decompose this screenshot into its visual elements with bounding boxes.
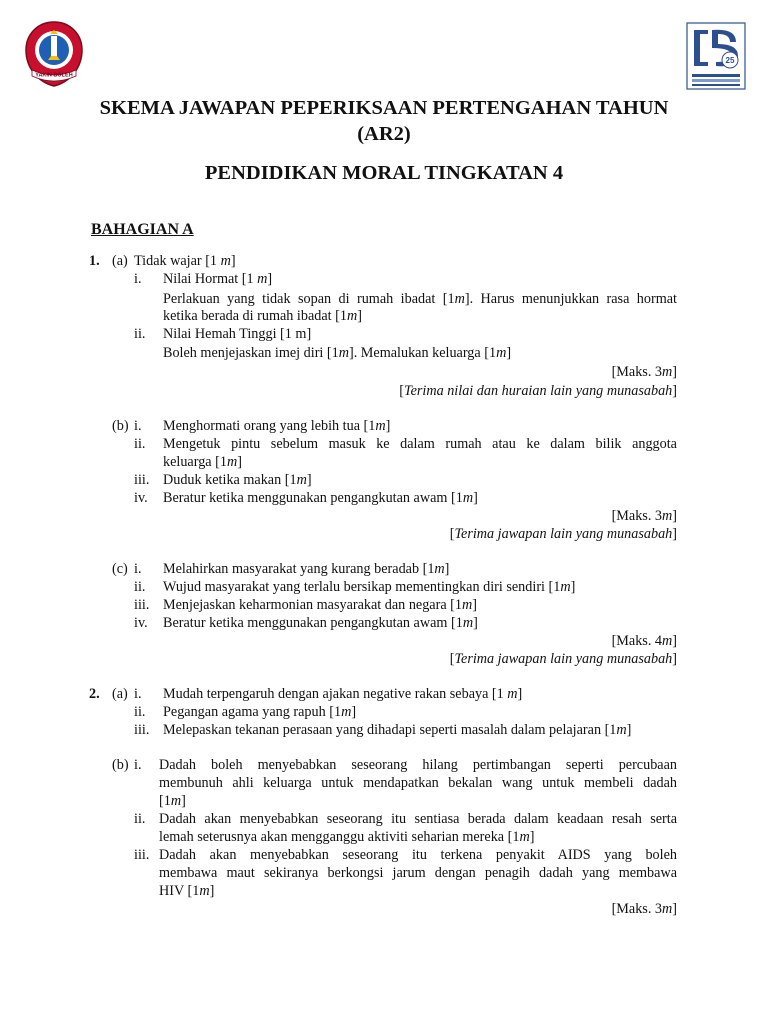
- title-line-2: (AR2): [357, 123, 411, 145]
- item-label: ii.: [134, 436, 146, 452]
- section-heading: BAHAGIAN A: [91, 221, 194, 238]
- answer-line: keluarga [1m]: [163, 454, 242, 470]
- accept-note: [Terima nilai dan huraian lain yang munasabah]: [399, 383, 677, 399]
- part-label: (b): [112, 757, 129, 773]
- answer-line: Melahirkan masyarakat yang kurang beradab [1m]: [163, 561, 450, 577]
- answer-line: Dadah boleh menyebabkan seseorang hilang pertimbangan seperti percubaan: [159, 757, 677, 773]
- answer-line: Nilai Hemah Tinggi [1 m]: [163, 326, 312, 342]
- answer-line: [1m]: [159, 793, 186, 809]
- item-label: iii.: [134, 597, 150, 613]
- accept-note: [Terima jawapan lain yang munasabah]: [449, 526, 677, 542]
- question-number: 1.: [89, 253, 100, 269]
- item-label: iii.: [134, 847, 150, 863]
- question-number: 2.: [89, 686, 100, 702]
- part-label: (a): [112, 253, 128, 269]
- item-label: i.: [134, 418, 142, 434]
- crest-motto: YAKIN BOLEH: [35, 72, 73, 79]
- answer-line: Melepaskan tekanan perasaan yang dihadapi seperti masalah dalam pelajaran [1m]: [163, 722, 632, 738]
- accept-note: [Terima jawapan lain yang munasabah]: [449, 651, 677, 667]
- part-label: (a): [112, 686, 128, 702]
- max-marks: [Maks. 3m]: [611, 508, 677, 524]
- item-label: ii.: [134, 326, 146, 342]
- item-label: ii.: [134, 811, 146, 827]
- answer-line: HIV [1m]: [159, 883, 215, 899]
- answer-line: ketika berada di rumah ibadat [1m]: [163, 308, 362, 324]
- max-marks: [Maks. 3m]: [611, 901, 677, 917]
- item-label: ii.: [134, 579, 146, 595]
- answer-line: Beratur ketika menggunakan pengangkutan awam [1m]: [163, 490, 478, 506]
- anniversary-number: 25: [725, 56, 735, 65]
- max-marks: [Maks. 3m]: [611, 364, 677, 380]
- part-label: (c): [112, 561, 128, 577]
- answer-line: Duduk ketika makan [1m]: [163, 472, 312, 488]
- answer-line: Dadah akan menyebabkan seseorang itu terkena penyakit AIDS yang boleh: [159, 847, 677, 863]
- item-label: i.: [134, 686, 142, 702]
- item-label: iii.: [134, 722, 150, 738]
- item-label: i.: [134, 757, 142, 773]
- title-line-1: SKEMA JAWAPAN PEPERIKSAAN PERTENGAHAN TAHUN: [99, 97, 669, 119]
- max-marks: [Maks. 4m]: [611, 633, 677, 649]
- answer-line: Boleh menjejaskan imej diri [1m]. Memalukan keluarga [1m]: [163, 345, 512, 361]
- answer-line: Menjejaskan keharmonian masyarakat dan negara [1m]: [163, 597, 477, 613]
- answer-line: Beratur ketika menggunakan pengangkutan awam [1m]: [163, 615, 478, 631]
- answer-line: Menghormati orang yang lebih tua [1m]: [163, 418, 391, 434]
- school-crest-logo: [22, 20, 86, 88]
- answer-line: membunuh ahli keluarga untuk mendapatkan bekalan wang untuk membeli dadah: [159, 775, 677, 791]
- answer-line: Dadah akan menyebabkan seseorang itu sentiasa berada dalam keadaan resah serta: [159, 811, 677, 827]
- answer-line: lemah seterusnya akan mengganggu aktiviti seharian mereka [1m]: [159, 829, 535, 845]
- document-title: [60, 95, 708, 147]
- item-label: i.: [134, 271, 142, 287]
- answer-line: Mengetuk pintu sebelum masuk ke dalam rumah atau ke dalam bilik anggota: [163, 436, 677, 452]
- answer-line: Tidak wajar [1 m]: [134, 253, 236, 269]
- answer-line: Pegangan agama yang rapuh [1m]: [163, 704, 357, 720]
- item-label: iv.: [134, 490, 148, 506]
- anniversary-logo: [686, 22, 746, 90]
- item-label: iii.: [134, 472, 150, 488]
- subject-title: PENDIDIKAN MORAL TINGKATAN 4: [204, 162, 564, 184]
- part-label: (b): [112, 418, 129, 434]
- answer-line: Wujud masyarakat yang terlalu bersikap mementingkan diri sendiri [1m]: [163, 579, 576, 595]
- item-label: ii.: [134, 704, 146, 720]
- answer-line: Perlakuan yang tidak sopan di rumah ibadat [1m]. Harus menunjukkan rasa hormat: [163, 291, 677, 307]
- answer-line: Nilai Hormat [1 m]: [163, 271, 273, 287]
- answer-line: membawa maut sekiranya berkongsi jarum dengan penagih dadah yang membawa: [159, 865, 677, 881]
- answer-line: Mudah terpengaruh dengan ajakan negative rakan sebaya [1 m]: [163, 686, 523, 702]
- item-label: iv.: [134, 615, 148, 631]
- item-label: i.: [134, 561, 142, 577]
